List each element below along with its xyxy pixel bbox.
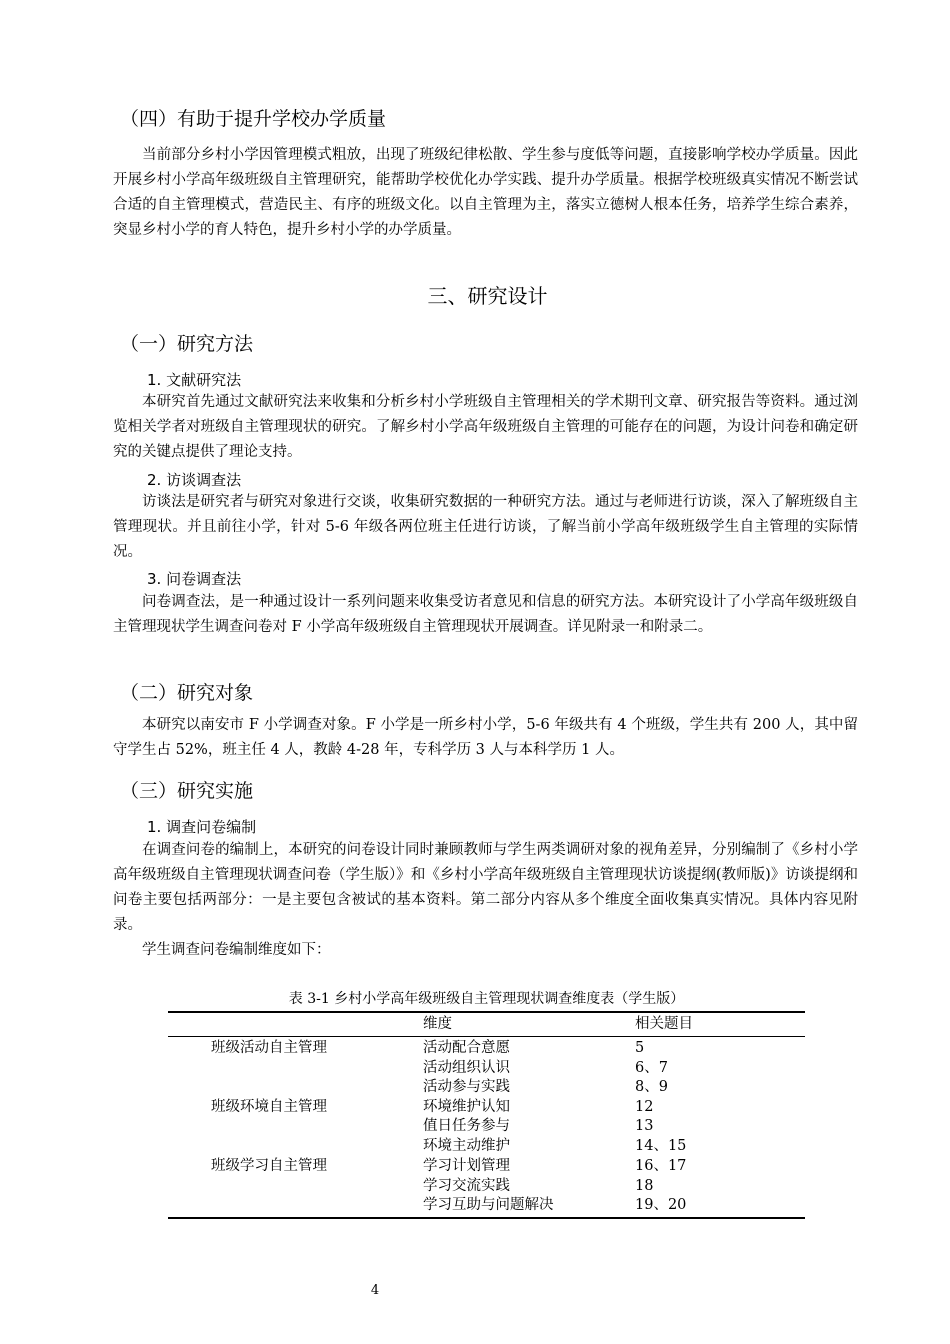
method-3-paragraph: 问卷调查法，是一种通过设计一系列问题来收集受访者意见和信息的研究方法。本研究设计了小学高年级班级自主管理现状学生调查问卷对 F 小学高年级班级自主管理现状开展调查。详见附录一和附录二。	[113, 594, 858, 635]
method-3-heading: 3. 问卷调查法	[147, 570, 242, 588]
table-row-4-items: 12	[635, 1099, 654, 1115]
table-header-dimension: 维度	[423, 1016, 452, 1032]
table-row-8-dimension: 学习交流实践	[423, 1178, 510, 1194]
table-top-rule	[168, 1011, 805, 1013]
table-row-5-items: 13	[635, 1118, 654, 1134]
table-row-2-dimension: 活动组织认识	[423, 1060, 510, 1076]
method-2-heading: 2. 访谈调查法	[147, 471, 242, 489]
method-2-paragraph: 访谈法是研究者与研究对象进行交谈，收集研究数据的一种研究方法。通过与老师进行访谈，深入了解班级自主管理现状。并且前往小学，针对 5-6 年级各两位班主任进行访谈，了解当前小学高年级班级学生自主管理的实际情况。	[113, 494, 858, 560]
table-row-1-items: 5	[635, 1040, 645, 1056]
section-4-paragraph: 当前部分乡村小学因管理模式粗放，出现了班级纪律松散、学生参与度低等问题，直接影响学校办学质量。因此开展乡村小学高年级班级自主管理研究，能帮助学校优化办学实践、提升办学质量。根据学校班级真实情况不断尝试合适的自主管理模式，营造民主、有序的班级文化。以自主管理为主，落实立德树人根本任务，培养学生综合素养，突显乡村小学的育人特色，提升乡村小学的办学质量。	[113, 147, 858, 238]
method-1-paragraph: 本研究首先通过文献研究法来收集和分析乡村小学班级自主管理相关的学术期刊文章、研究报告等资料。通过浏览相关学者对班级自主管理现状的研究。了解乡村小学高年级班级自主管理的可能存在的问题，为设计问卷和确定研究的关键点提供了理论支持。	[113, 394, 858, 460]
table-row-8-items: 18	[635, 1178, 654, 1194]
implementation-heading: （三）研究实施	[120, 780, 254, 802]
table-header-items: 相关题目	[635, 1016, 693, 1032]
chapter-title: 三、研究设计	[427, 284, 548, 308]
table-row-9-items: 19、20	[635, 1197, 687, 1213]
table-row-2-items: 6、7	[635, 1060, 668, 1076]
methods-heading: （一）研究方法	[120, 333, 254, 355]
table-row-3-dimension: 活动参与实践	[423, 1079, 510, 1095]
table-row-7-items: 16、17	[635, 1158, 687, 1174]
table-row-4-dimension: 环境维护认知	[423, 1099, 510, 1115]
method-1-heading: 1. 文献研究法	[147, 371, 242, 389]
section-heading-4: （四）有助于提升学校办学质量	[120, 108, 387, 130]
table-row-6-dimension: 环境主动维护	[423, 1138, 510, 1154]
table-bottom-rule	[168, 1217, 805, 1219]
table-header-rule	[168, 1036, 805, 1037]
table-row-7-dimension: 学习计划管理	[423, 1158, 510, 1174]
objects-paragraph: 本研究以南安市 F 小学调查对象。F 小学是一所乡村小学，5-6 年级共有 4 个班级，学生共有 200 人，其中留守学生占 52%，班主任 4 人，教龄 4-28 年，专科学历 3 人与本科学历 1 人。	[113, 717, 858, 758]
table-row-1-dimension: 活动配合意愿	[423, 1040, 510, 1056]
table-row-4-group: 班级环境自主管理	[211, 1099, 327, 1115]
implementation-1-paragraph: 在调查问卷的编制上，本研究的问卷设计同时兼顾教师与学生两类调研对象的视角差异，分别编制了《乡村小学高年级班级自主管理现状调查问卷（学生版）》和《乡村小学高年级班级自主管理现状访谈提纲(教师版)》访谈提纲和问卷主要包括两部分：一是主要包含被试的基本资料。第二部分内容从多个维度全面收集真实情况。具体内容见附录。	[113, 842, 858, 933]
implementation-1-heading: 1. 调查问卷编制	[147, 818, 257, 836]
table-caption: 表 3-1 乡村小学高年级班级自主管理现状调查维度表（学生版）	[288, 991, 685, 1007]
table-row-7-group: 班级学习自主管理	[211, 1158, 327, 1174]
table-row-6-items: 14、15	[635, 1138, 687, 1154]
objects-heading: （二）研究对象	[120, 682, 254, 704]
table-row-3-items: 8、9	[635, 1079, 668, 1095]
implementation-1-paragraph-2: 学生调查问卷编制维度如下：	[142, 942, 331, 958]
table-row-1-group: 班级活动自主管理	[211, 1040, 327, 1056]
table-row-5-dimension: 值日任务参与	[423, 1118, 510, 1134]
table-row-9-dimension: 学习互助与问题解决	[423, 1197, 554, 1213]
page-number: 4	[370, 1283, 380, 1298]
